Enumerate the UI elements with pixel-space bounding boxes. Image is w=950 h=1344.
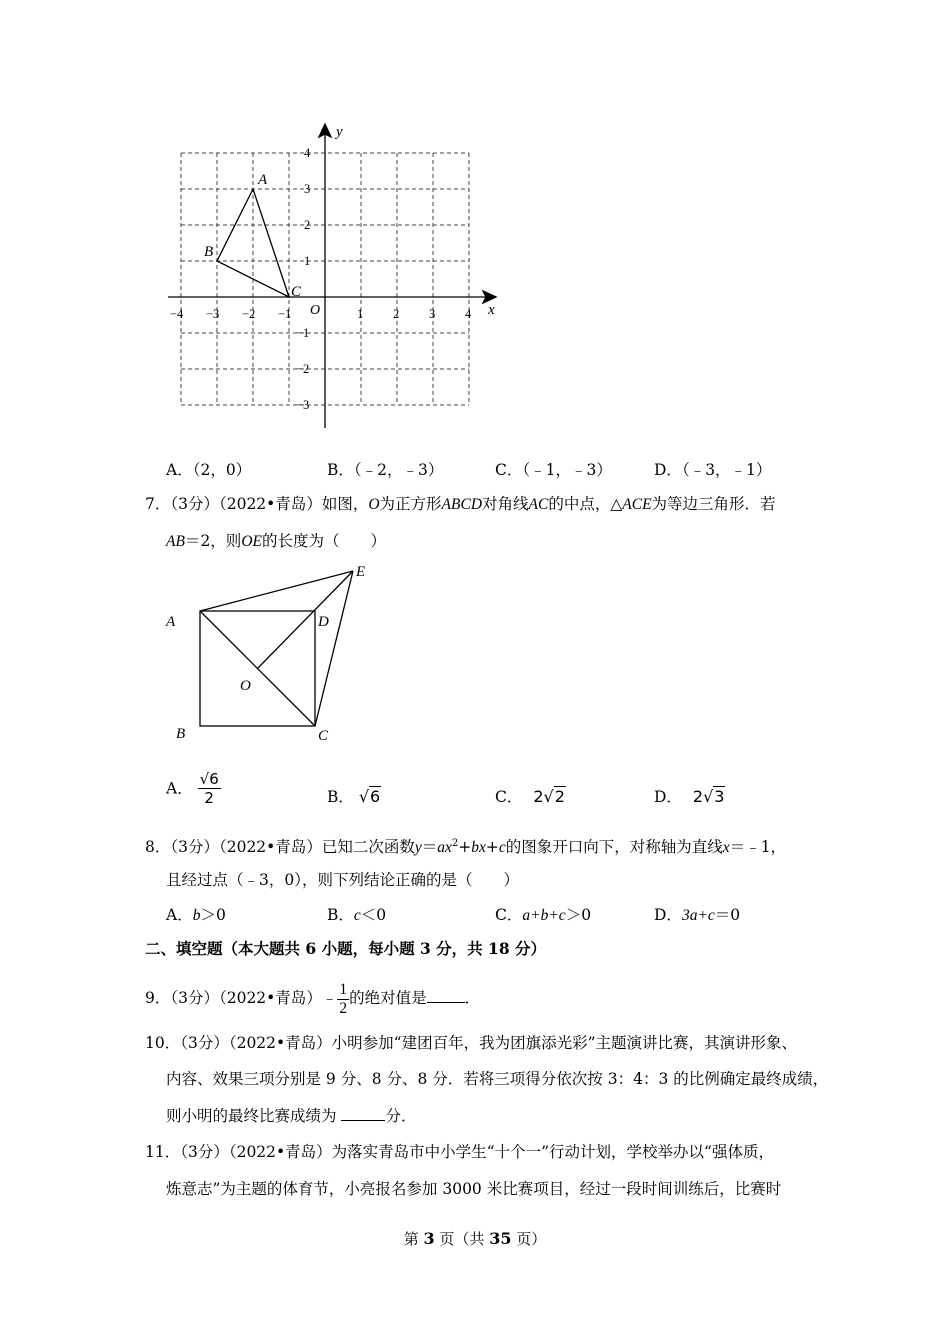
text: 页（共 bbox=[434, 1230, 490, 1248]
var-c: c bbox=[498, 839, 506, 857]
q8-prefix: 8．（3分）（2022•青岛）已知二次函数 bbox=[145, 838, 415, 857]
x-tick: −3 bbox=[206, 307, 220, 321]
sqrt-expression: √6 bbox=[358, 787, 381, 806]
option-text: ＞0 bbox=[565, 906, 592, 924]
q7-stem-line-2 bbox=[166, 530, 386, 553]
segment-ae bbox=[200, 571, 353, 611]
segment-oe bbox=[257, 571, 353, 669]
q9-stem bbox=[145, 978, 480, 1018]
option-letter: C． bbox=[495, 906, 523, 924]
fraction-sqrt6-over-2 bbox=[198, 770, 221, 807]
option-var: 3a+c bbox=[681, 907, 715, 924]
q10-stem-line-1: 10．（3分）（2022•青岛）小明参加“建团百年，我为团旗添光彩”主题演讲比赛，其演讲形象、 bbox=[145, 1034, 798, 1052]
text: 为等边三角形．若 bbox=[651, 495, 776, 513]
point-label-c: C bbox=[291, 284, 302, 300]
text: 的图象开口向下，对称轴为直线 bbox=[505, 838, 723, 857]
q6-option-c[interactable] bbox=[495, 459, 612, 481]
q7-option-b[interactable] bbox=[327, 786, 381, 808]
y-tick: −2 bbox=[296, 362, 310, 376]
var-ace: ACE bbox=[622, 496, 652, 513]
y-tick: 3 bbox=[304, 182, 311, 196]
x-tick: −1 bbox=[278, 307, 292, 321]
text: 的长度为（ ） bbox=[261, 532, 386, 550]
x-tick: 2 bbox=[393, 307, 400, 321]
total-pages: 35 bbox=[489, 1229, 512, 1248]
x-tick: −2 bbox=[242, 307, 256, 321]
option-text: （﹣2，﹣3） bbox=[353, 461, 444, 479]
radicand: 6 bbox=[370, 787, 381, 806]
fraction-one-half bbox=[337, 981, 349, 1018]
q8-option-c[interactable] bbox=[495, 904, 591, 927]
q7-stem-line-1 bbox=[145, 493, 776, 516]
origin-label: O bbox=[310, 303, 321, 318]
label-c: C bbox=[318, 728, 329, 744]
option-text: ＜0 bbox=[360, 906, 387, 924]
answer-blank[interactable] bbox=[427, 986, 465, 1003]
q6-option-d[interactable] bbox=[654, 459, 771, 481]
option-var: b bbox=[192, 907, 201, 924]
q10-stem-line-2: 内容、效果三项分别是 9 分、8 分、8 分．若将三项得分依次按 3：4：3 的比例确定最终成绩， bbox=[166, 1070, 829, 1088]
option-text: ＝0 bbox=[714, 906, 741, 924]
option-letter: B． bbox=[327, 461, 354, 479]
q8-option-b[interactable] bbox=[327, 904, 386, 927]
option-text: （﹣3，﹣1） bbox=[681, 461, 772, 479]
var-abcd: ABCD bbox=[441, 496, 483, 513]
option-letter: A． bbox=[166, 461, 193, 479]
section-heading: 二、填空题（本大题共 6 小题，每小题 3 分，共 18 分） bbox=[145, 939, 547, 958]
coefficient: 2 bbox=[692, 787, 704, 806]
label-o: O bbox=[240, 678, 251, 694]
exponent: 2 bbox=[451, 838, 459, 849]
text: 的绝对值是 bbox=[349, 989, 427, 1007]
q11-stem-line-2: 炼意志”为主题的体育节，小亮报名参加 3000 米比赛项目，经过一段时间训练后，比赛时 bbox=[166, 1180, 782, 1198]
point-label-a: A bbox=[258, 172, 268, 188]
fraction-denominator: 2 bbox=[339, 999, 348, 1017]
option-letter: D． bbox=[654, 906, 682, 924]
var-y: y bbox=[414, 839, 422, 857]
fraction-numerator: √6 bbox=[199, 770, 219, 788]
fraction-numerator: 1 bbox=[339, 980, 348, 998]
sqrt-expression: 2√2 bbox=[533, 787, 565, 806]
sqrt-expression: 2√3 bbox=[692, 787, 725, 806]
option-letter: A． bbox=[166, 779, 193, 798]
q7-option-c[interactable] bbox=[495, 786, 566, 808]
q11-stem-line-1: 11．（3分）（2022•青岛）为落实青岛市中小学生“十个一”行动计划，学校举办以“强体质， bbox=[145, 1143, 774, 1161]
option-var: a+b+c bbox=[522, 907, 566, 924]
option-letter: D． bbox=[654, 461, 682, 479]
y-tick: 1 bbox=[304, 254, 311, 268]
y-tick: −3 bbox=[296, 398, 310, 412]
var-x: x bbox=[722, 839, 730, 857]
minus-sign: ﹣ bbox=[321, 989, 338, 1007]
option-letter: C． bbox=[495, 788, 523, 806]
option-letter: A． bbox=[166, 906, 193, 924]
y-axis-label: y bbox=[336, 124, 343, 140]
text: 则小明的最终比赛成绩为 bbox=[166, 1107, 337, 1125]
text: ＝ bbox=[421, 838, 438, 857]
text: ＝﹣1， bbox=[729, 838, 787, 857]
var-o: O bbox=[368, 496, 380, 513]
radicand: 3 bbox=[714, 787, 725, 806]
option-letter: B． bbox=[327, 906, 354, 924]
x-tick: 4 bbox=[465, 307, 472, 321]
text: 第 bbox=[403, 1230, 424, 1248]
radicand: 2 bbox=[554, 787, 565, 806]
q6-option-a[interactable] bbox=[166, 459, 251, 481]
label-a: A bbox=[166, 614, 176, 630]
text: ＝2，则 bbox=[184, 532, 242, 550]
q7-option-a[interactable] bbox=[166, 770, 221, 807]
q7-prefix: 7．（3分）（2022•青岛）如图， bbox=[145, 495, 369, 513]
q8-option-d[interactable] bbox=[654, 904, 740, 927]
coordinate-grid-figure bbox=[160, 118, 510, 438]
text: 分． bbox=[385, 1107, 417, 1125]
square-triangle-figure bbox=[160, 558, 380, 753]
text: + bbox=[485, 838, 499, 857]
var-ab: AB bbox=[166, 533, 185, 550]
option-text: ＞0 bbox=[200, 906, 226, 924]
q7-option-d[interactable] bbox=[654, 786, 725, 808]
label-e: E bbox=[356, 564, 366, 580]
x-tick: −4 bbox=[170, 307, 184, 321]
y-tick: 4 bbox=[304, 146, 311, 160]
text: 的中点，△ bbox=[548, 495, 623, 513]
q8-option-a[interactable] bbox=[166, 904, 226, 927]
fraction-denominator: 2 bbox=[204, 789, 214, 807]
text: 页） bbox=[511, 1230, 547, 1248]
option-letter: C． bbox=[495, 461, 523, 479]
var-ac: AC bbox=[528, 496, 549, 513]
page-footer bbox=[0, 1228, 950, 1249]
option-text: （﹣1，﹣3） bbox=[522, 461, 612, 479]
var-bx: bx bbox=[471, 839, 486, 857]
label-d: D bbox=[318, 614, 329, 630]
text: + bbox=[458, 838, 472, 857]
option-text: （2，0） bbox=[192, 461, 252, 479]
q9-prefix: 9．（3分）（2022•青岛） bbox=[145, 989, 322, 1007]
var-oe: OE bbox=[241, 533, 262, 550]
y-tick: 2 bbox=[304, 218, 311, 232]
q6-option-b[interactable] bbox=[327, 459, 443, 481]
text: 对角线 bbox=[482, 495, 529, 513]
x-tick: 3 bbox=[429, 307, 436, 321]
coefficient: 2 bbox=[533, 787, 544, 806]
point-label-b: B bbox=[204, 244, 214, 260]
q8-stem-line-2: 且经过点（﹣3，0），则下列结论正确的是（ ） bbox=[166, 871, 519, 889]
y-tick: −1 bbox=[296, 326, 310, 340]
var-ax: ax bbox=[437, 839, 452, 857]
q8-stem-line-1 bbox=[145, 833, 786, 859]
page-number: 3 bbox=[423, 1229, 435, 1248]
q10-stem-line-3 bbox=[166, 1104, 416, 1127]
x-tick: 1 bbox=[357, 307, 364, 321]
answer-blank[interactable] bbox=[341, 1104, 385, 1121]
x-axis-label: x bbox=[488, 302, 495, 318]
label-b: B bbox=[176, 726, 186, 742]
segment-ce bbox=[315, 571, 353, 726]
option-var: c bbox=[353, 907, 361, 924]
text: 为正方形 bbox=[379, 495, 442, 513]
text: ． bbox=[464, 989, 481, 1007]
option-letter: B． bbox=[327, 788, 354, 806]
option-letter: D． bbox=[654, 788, 682, 806]
